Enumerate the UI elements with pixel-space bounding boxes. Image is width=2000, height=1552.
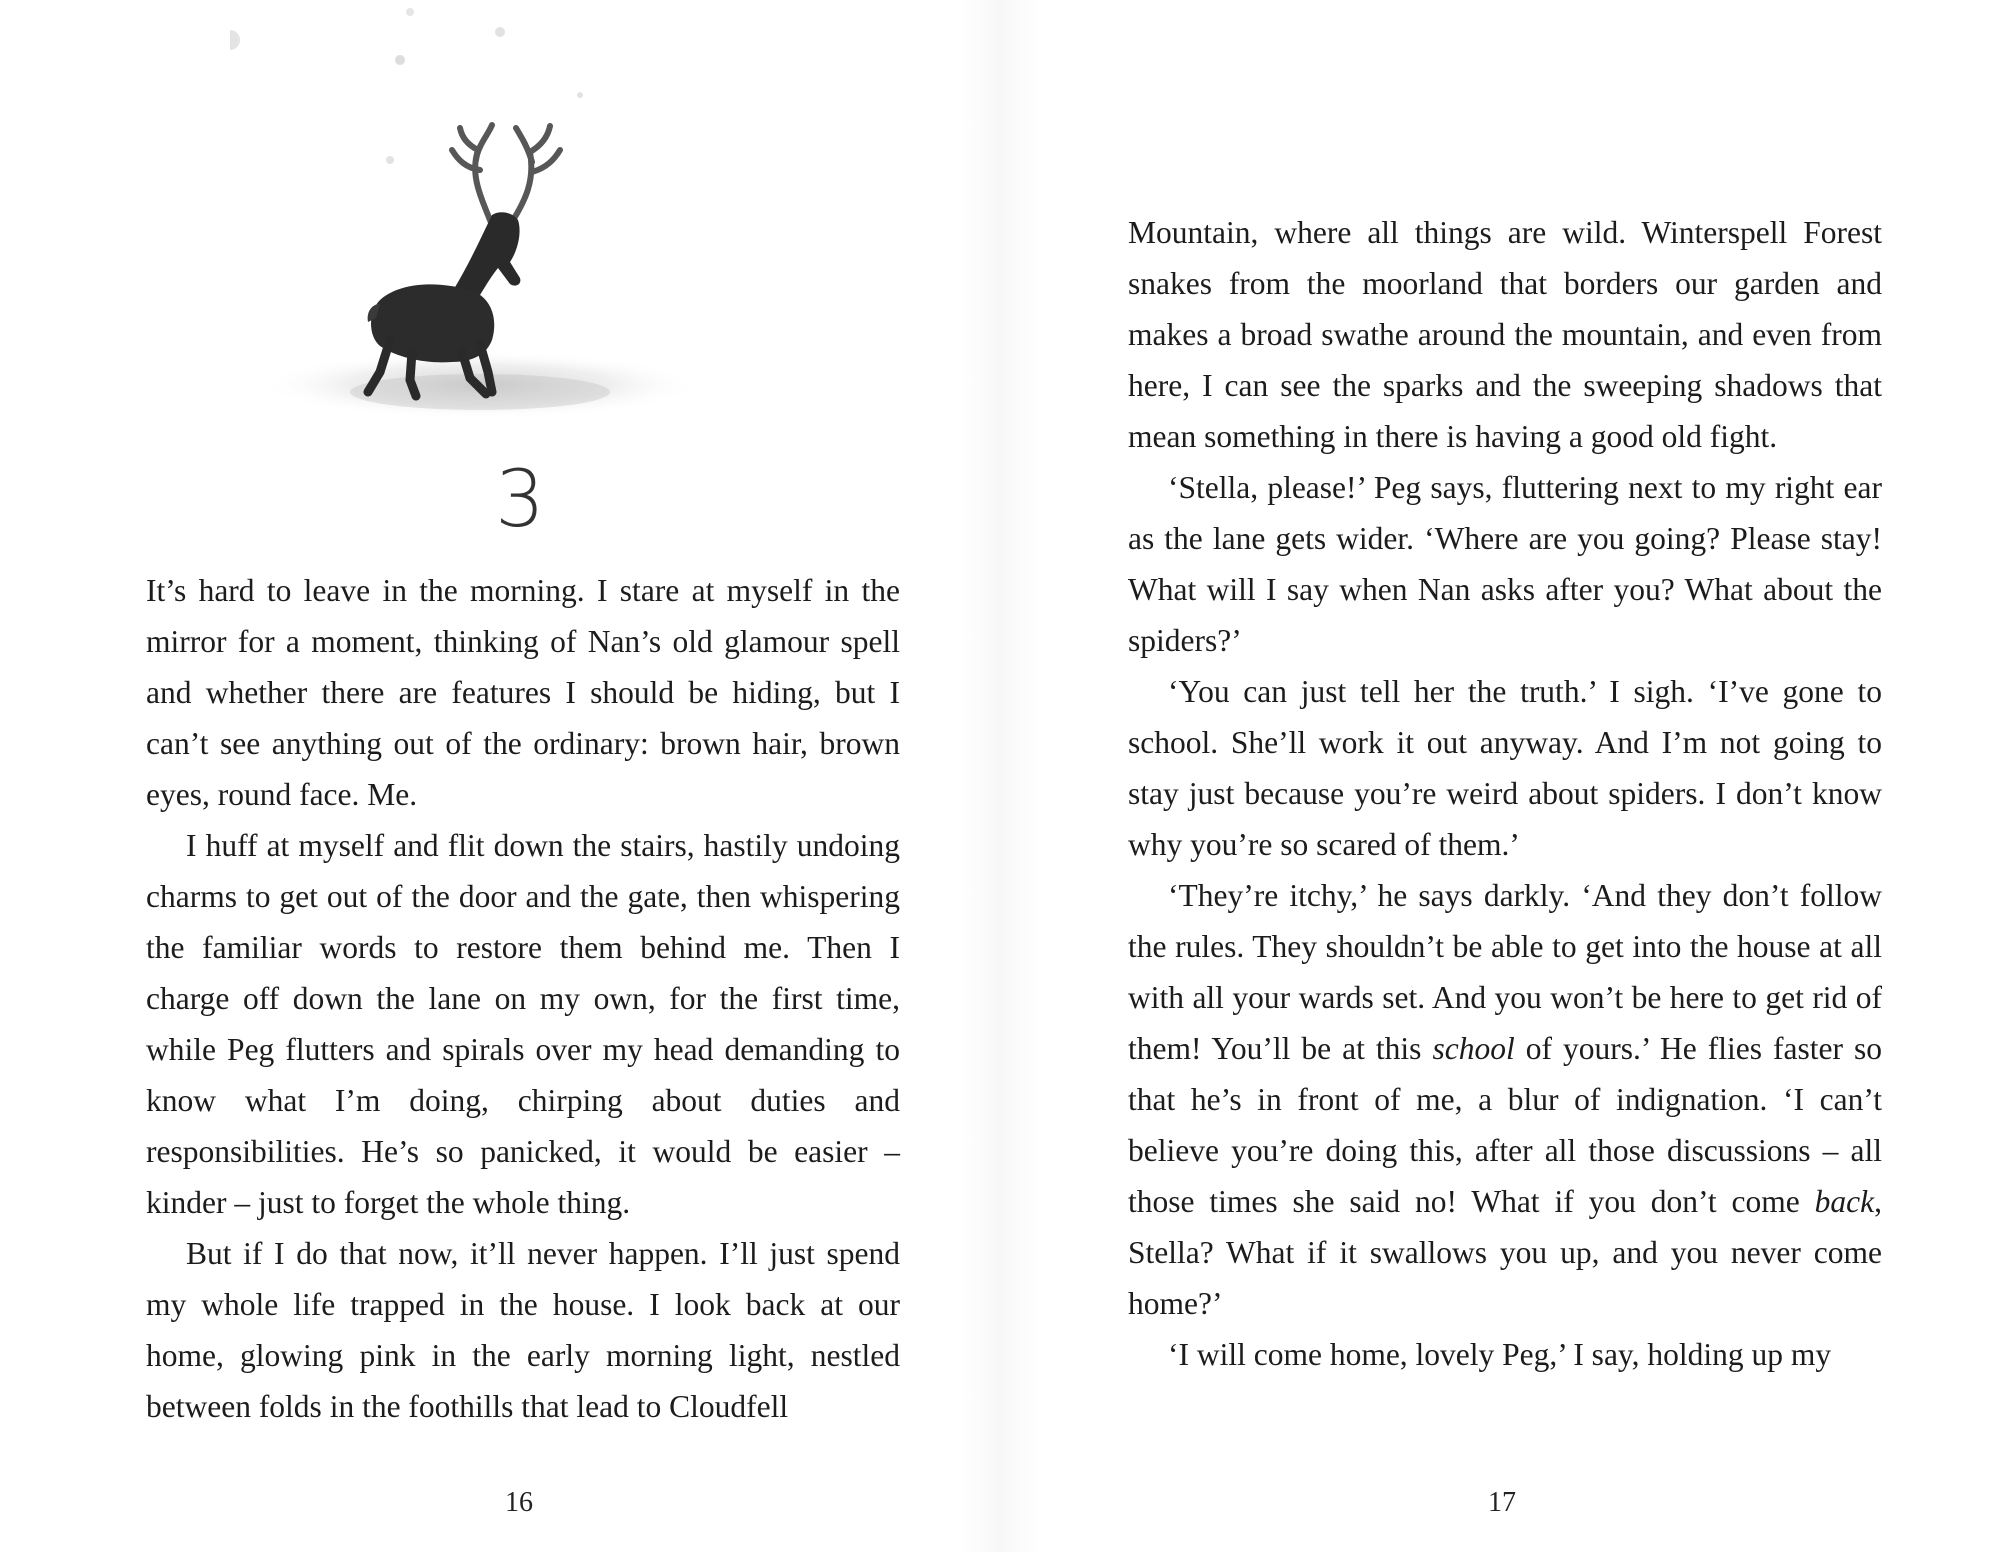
right-page-text <box>1128 207 1882 1380</box>
page-number-right: 17 <box>1488 1487 1516 1518</box>
paragraph <box>1128 870 1882 1329</box>
paragraph-text: ‘They’re itchy,’ he says darkly. ‘And they don’t follow the rules. They shouldn’t be able to get into the house at all with all your wards set. And you won’t be here to get rid of them! You’ll be at this <box>1128 878 1882 1066</box>
page-number-left: 16 <box>505 1487 533 1518</box>
stag-icon <box>230 0 690 440</box>
paragraph: It’s hard to leave in the morning. I stare at myself in the mirror for a moment, thinking of Nan’s old glamour spell and whether there are features I should be hiding, but I can’t see anything out of the ordinary: brown hair, brown eyes, round face. Me. <box>146 573 900 812</box>
emphasis-text: school <box>1432 1031 1515 1066</box>
paragraph: I huff at myself and flit down the stairs, hastily undoing charms to get out of the door and the gate, then whispering the familiar words to restore them behind me. Then I charge off down the lane on my own, for the first time, while Peg flutters and spirals over my head demanding to know what I’m doing, chirping about duties and responsibilities. He’s so panicked, it would be easier – kinder – just to forget the whole thing. <box>146 828 900 1220</box>
chapter-number: 3 <box>495 455 545 545</box>
paragraph: But if I do that now, it’ll never happen. I’ll just spend my whole life trapped in the house. I look back at our home, glowing pink in the early morning light, nestled between folds in the foothills that lead to Cloudfell <box>146 1236 900 1424</box>
right-page <box>1000 0 2000 1552</box>
paragraph: ‘I will come home, lovely Peg,’ I say, holding up my <box>1168 1337 1832 1372</box>
paragraph-text: , Stella? What if it swallows you up, and you never come home?’ <box>1128 1184 1882 1321</box>
left-page-text <box>146 565 900 1432</box>
stag-illustration <box>230 0 690 440</box>
paragraph: Mountain, where all things are wild. Winterspell Forest snakes from the moorland that borders our garden and makes a broad swathe around the mountain, and even from here, I can see the sparks and the sweeping shadows that mean something in there is having a good old fight. <box>1128 215 1882 454</box>
paragraph: ‘Stella, please!’ Peg says, fluttering next to my right ear as the lane gets wider. ‘Where are you going? Please stay! What will I say when Nan asks after you? What about the spiders?’ <box>1128 470 1882 658</box>
paragraph-text: of yours.’ He flies faster so that he’s in front of me, a blur of indignation. ‘I can’t believe you’re doing this, after all those discussions – all those times she said no! What if you don’t come <box>1128 1031 1882 1219</box>
paragraph: ‘You can just tell her the truth.’ I sigh. ‘I’ve gone to school. She’ll work it out anyway. And I’m not going to stay just because you’re weird about spiders. I don’t know why you’re so scared of them.’ <box>1128 674 1882 862</box>
emphasis-text: back <box>1814 1184 1875 1219</box>
